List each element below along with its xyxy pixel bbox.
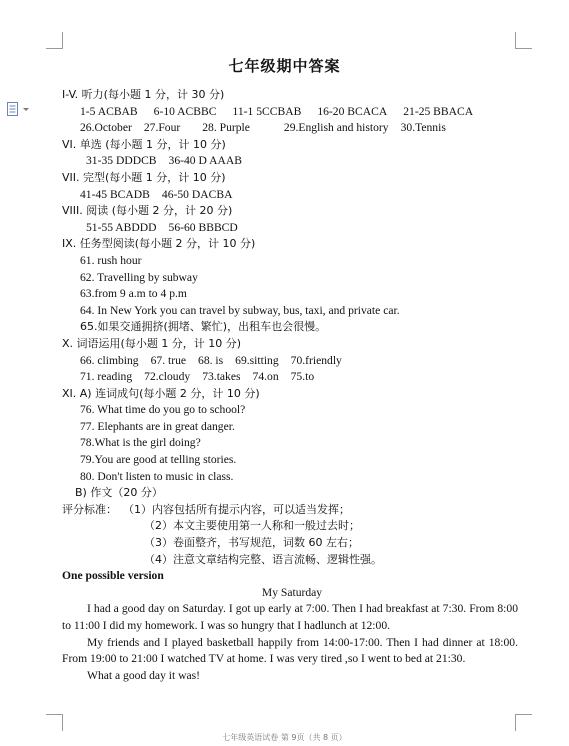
section-heading-task-reading: IX. 任务型阅读(每小题 2 分，计 10 分) [62, 237, 256, 251]
list-item: 65.如果交通拥挤(拥堵、繁忙)，出租车也会很慢。 [80, 320, 327, 334]
answer-item: 28. Purple [202, 121, 250, 135]
answer-item: 16-20 BCACA [317, 104, 388, 118]
sample-paragraph: What a good day it was! [87, 668, 201, 682]
answer-item: 69.sitting [235, 353, 279, 367]
list-item: 76. What time do you go to school? [80, 403, 246, 417]
answer-item: 31-35 DDDCB [86, 154, 157, 168]
list-item: 77. Elephants are in great danger. [80, 419, 235, 433]
sample-paragraph: My friends and I played basketball happily from 14:00-17:00. Then I had dinner at 18:00. From 19:00 to 21:00 I watched TV at home. I was very tired ,so I went to bed at 21:30. [62, 635, 518, 666]
list-item: 64. In New York you can travel by subway, bus, taxi, and private car. [80, 303, 400, 317]
section-heading-single-choice: VI. 单选 (每小题 1 分，计 10 分) [62, 137, 226, 151]
crop-mark-top-right [515, 32, 532, 49]
answer-item: 36-40 D AAAB [168, 154, 242, 168]
criteria-label: 评分标准： [62, 502, 117, 516]
answer-key-body [62, 87, 522, 684]
criteria-item: （1）内容包括所有提示内容，可以适当发挥； [123, 502, 350, 516]
answer-item: 70.friendly [290, 353, 342, 367]
page-title: 七年级期中答案 [228, 57, 341, 75]
answer-item: 68. is [198, 353, 224, 367]
answer-item: 46-50 DACBA [161, 187, 233, 201]
answer-row [62, 187, 522, 204]
document-icon[interactable] [6, 101, 34, 117]
answer-item: 41-45 BCADB [80, 187, 150, 201]
list-item: 79.You are good at telling stories. [80, 453, 237, 467]
list-item: 80. Don't listen to music in class. [80, 469, 234, 483]
answer-item: 72.cloudy [144, 370, 191, 384]
answer-item: 74.on [252, 370, 279, 384]
answer-item: 30.Tennis [400, 121, 446, 135]
answer-item: 26.October [80, 121, 132, 135]
answer-row [62, 369, 522, 386]
answer-item: 6-10 ACBBC [153, 104, 217, 118]
section-heading-cloze: VII. 完型(每小题 1 分，计 10 分) [62, 170, 226, 184]
answer-row [62, 220, 522, 237]
answer-item: 21-25 BBACA [403, 104, 474, 118]
answer-item: 67. true [150, 353, 187, 367]
answer-item: 56-60 BBBCD [168, 220, 238, 234]
crop-mark-top-left [46, 32, 63, 49]
crop-mark-bottom-right [515, 714, 532, 731]
answer-row [62, 353, 522, 370]
criteria-item: （3）卷面整齐，书写规范，词数 60 左右； [144, 536, 359, 550]
section-heading-reading: VIII. 阅读 (每小题 2 分，计 20 分) [62, 204, 233, 218]
answer-item: 27.Four [143, 121, 181, 135]
sample-title: My Saturday [261, 585, 323, 599]
answer-item: 29.English and history [283, 121, 389, 135]
answer-row [62, 153, 522, 170]
criteria-item: （4）注意文章结构完整、语言流畅、逻辑性强。 [144, 552, 382, 566]
criteria-row [62, 502, 522, 519]
sample-paragraph: I had a good day on Saturday. I got up early at 7:00. Then I had breakfast at 7:30. From 8:00 to 11:00 I did my homework. I was so hungry that I hadlunch at 12:00. [62, 602, 518, 632]
answer-item: 66. climbing [80, 353, 139, 367]
answer-item: 1-5 ACBAB [80, 104, 138, 118]
answer-row [62, 120, 522, 137]
section-heading-sentence-building: XI. A) 连词成句(每小题 2 分，计 10 分) [62, 386, 260, 400]
list-item: 78.What is the girl doing? [80, 436, 201, 450]
list-item: 61. rush hour [80, 253, 142, 267]
answer-item: 51-55 ABDDD [86, 220, 157, 234]
sample-label: One possible version [62, 569, 164, 583]
answer-item: 11-1 5CCBAB [232, 104, 302, 118]
crop-mark-bottom-left [46, 714, 63, 731]
section-heading-composition: B) 作文（20 分） [75, 486, 163, 500]
list-item: 63.from 9 a.m to 4 p.m [80, 287, 187, 301]
page-footer: 七年级英语试卷 第 9页（共 8 页） [222, 733, 347, 742]
answer-item: 75.to [290, 370, 315, 384]
criteria-item: （2）本文主要使用第一人称和一般过去时； [144, 519, 360, 533]
section-heading-word-usage: X. 词语运用(每小题 1 分，计 10 分) [62, 336, 242, 350]
answer-row [62, 104, 522, 121]
answer-item: 73.takes [202, 370, 241, 384]
section-heading-listening: I-V. 听力(每小题 1 分，计 30 分) [62, 88, 225, 101]
list-item: 62. Travelling by subway [80, 270, 198, 284]
answer-item: 71. reading [80, 370, 133, 384]
